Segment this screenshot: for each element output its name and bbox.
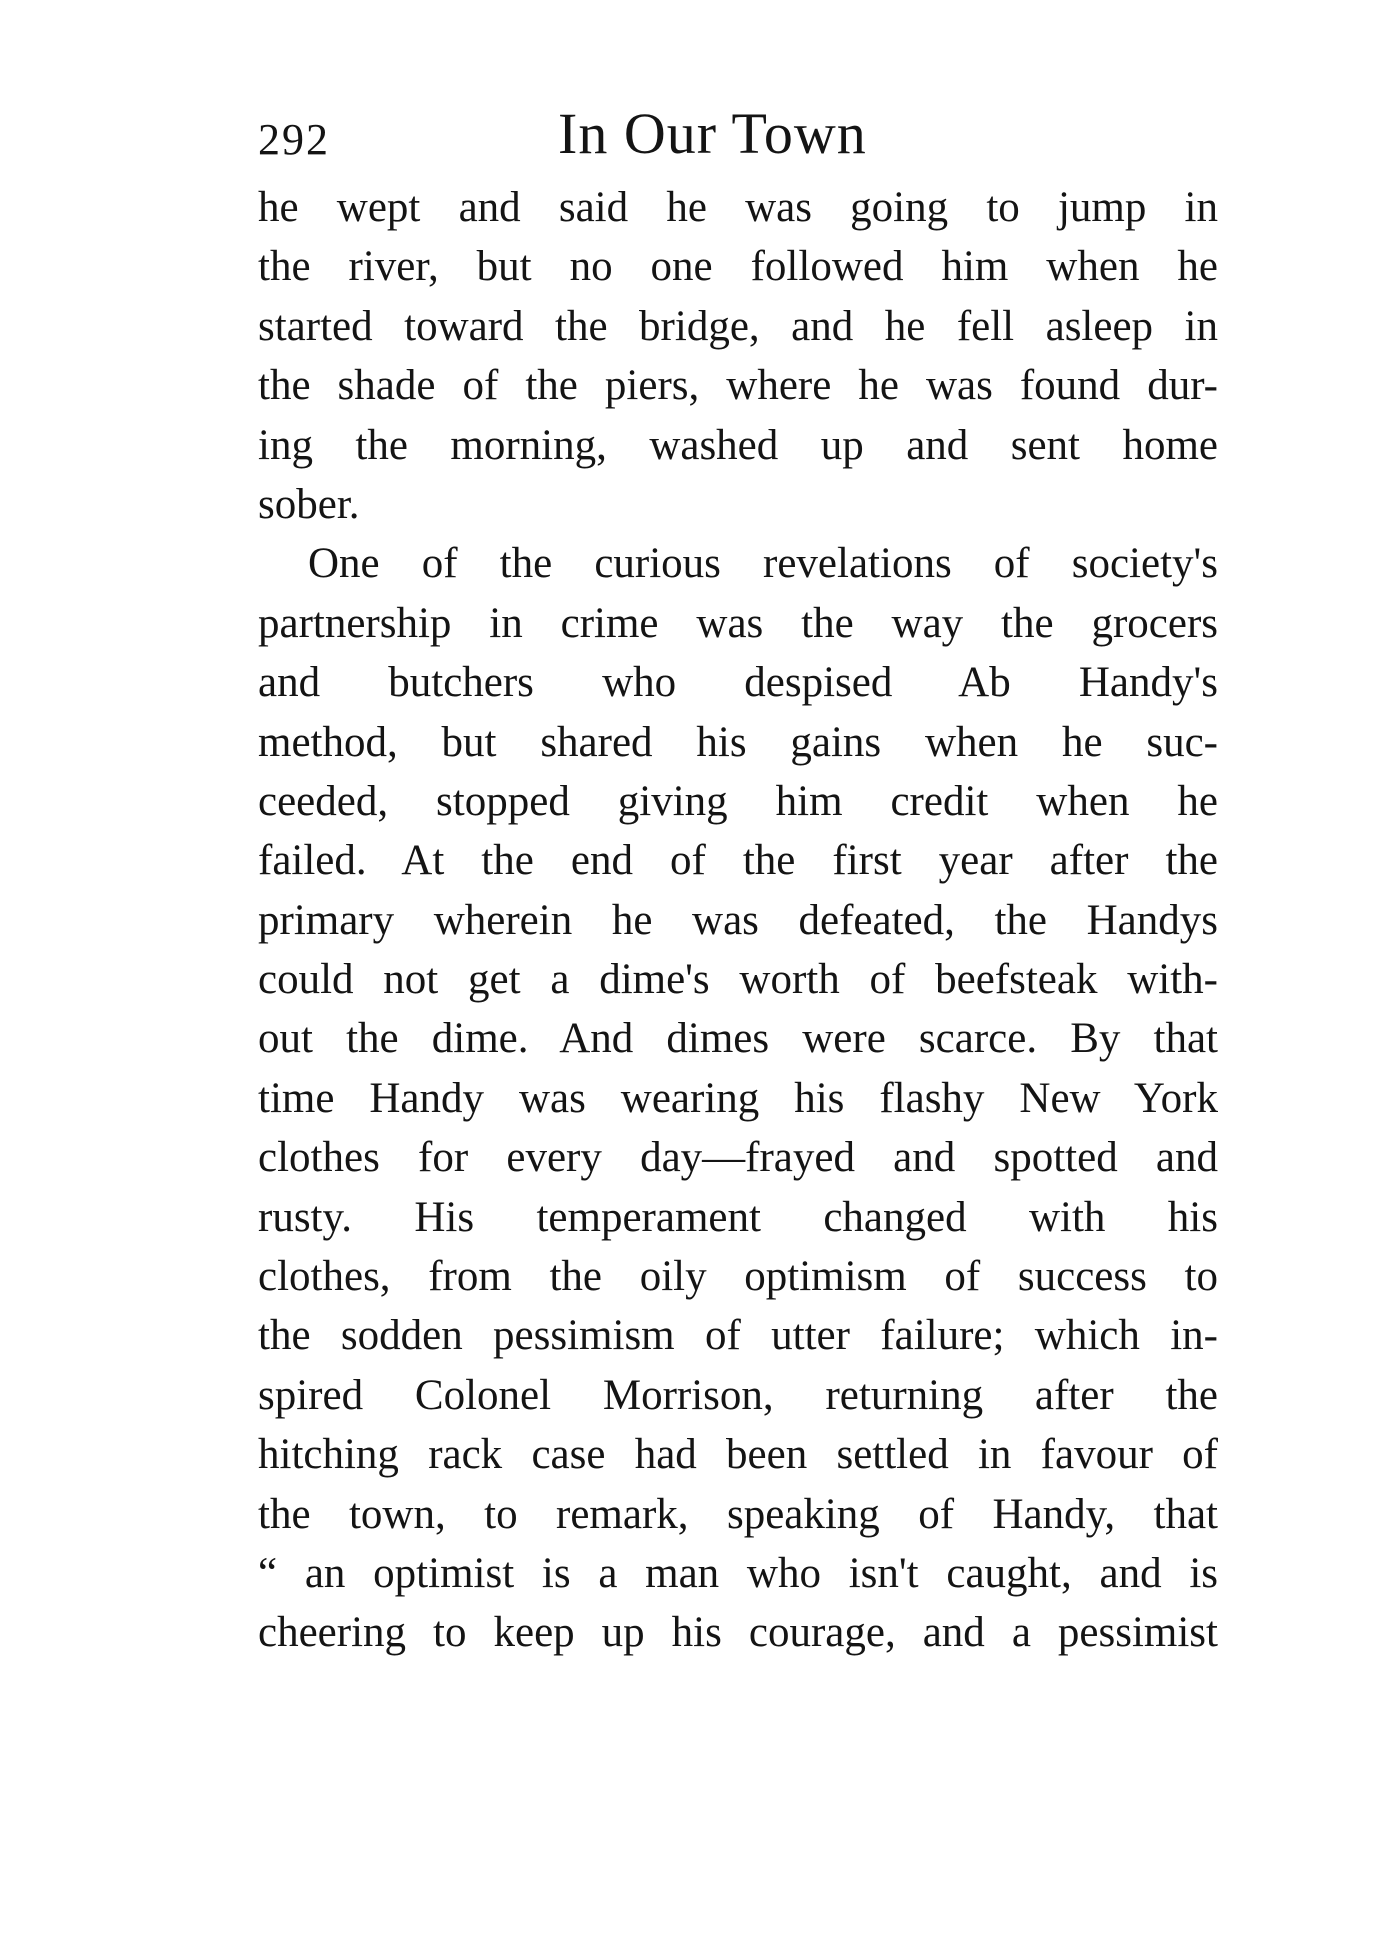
body-text — [258, 178, 1218, 1663]
text-line: started toward the bridge, and he fell asleep in — [258, 302, 1218, 350]
text-line: partnership in crime was the way the grocers — [258, 599, 1218, 647]
text-line: ceeded, stopped giving him credit when he — [258, 777, 1218, 825]
text-line: ing the morning, washed up and sent home — [258, 421, 1218, 469]
text-line: hitching rack case had been settled in favour of — [258, 1431, 1218, 1479]
text-line: the town, to remark, speaking of Handy, that — [258, 1490, 1218, 1538]
text-line: he wept and said he was going to jump in — [258, 184, 1218, 231]
text-line: rusty. His temperament changed with his — [258, 1193, 1218, 1241]
text-line: failed. At the end of the first year after the — [258, 837, 1218, 885]
text-line: the sodden pessimism of utter failure; which in- — [258, 1312, 1218, 1360]
text-line: the river, but no one followed him when he — [258, 243, 1218, 291]
text-line: “ an optimist is a man who isn't caught, and is — [258, 1549, 1218, 1597]
text-line: the shade of the piers, where he was found dur- — [258, 362, 1218, 410]
page-number: 292 — [258, 115, 330, 164]
text-line: method, but shared his gains when he suc- — [258, 718, 1218, 766]
text-line: time Handy was wearing his flashy New York — [258, 1074, 1218, 1122]
text-line: out the dime. And dimes were scarce. By that — [258, 1015, 1218, 1063]
text-line: clothes for every day—frayed and spotted and — [258, 1134, 1218, 1182]
page-header — [258, 100, 1218, 170]
text-line: cheering to keep up his courage, and a pessimist — [258, 1609, 1218, 1657]
running-title: In Our Town — [558, 101, 867, 166]
text-line: clothes, from the oily optimism of success to — [258, 1253, 1218, 1301]
text-line: spired Colonel Morrison, returning after the — [258, 1371, 1218, 1419]
paragraph-first-line: One of the curious revelations of society's — [308, 540, 1218, 588]
text-line: and butchers who despised Ab Handy's — [258, 659, 1218, 707]
text-line: could not get a dime's worth of beefsteak with- — [258, 956, 1218, 1004]
text-line: primary wherein he was defeated, the Handys — [258, 896, 1218, 944]
text-line: sober. — [258, 480, 360, 528]
